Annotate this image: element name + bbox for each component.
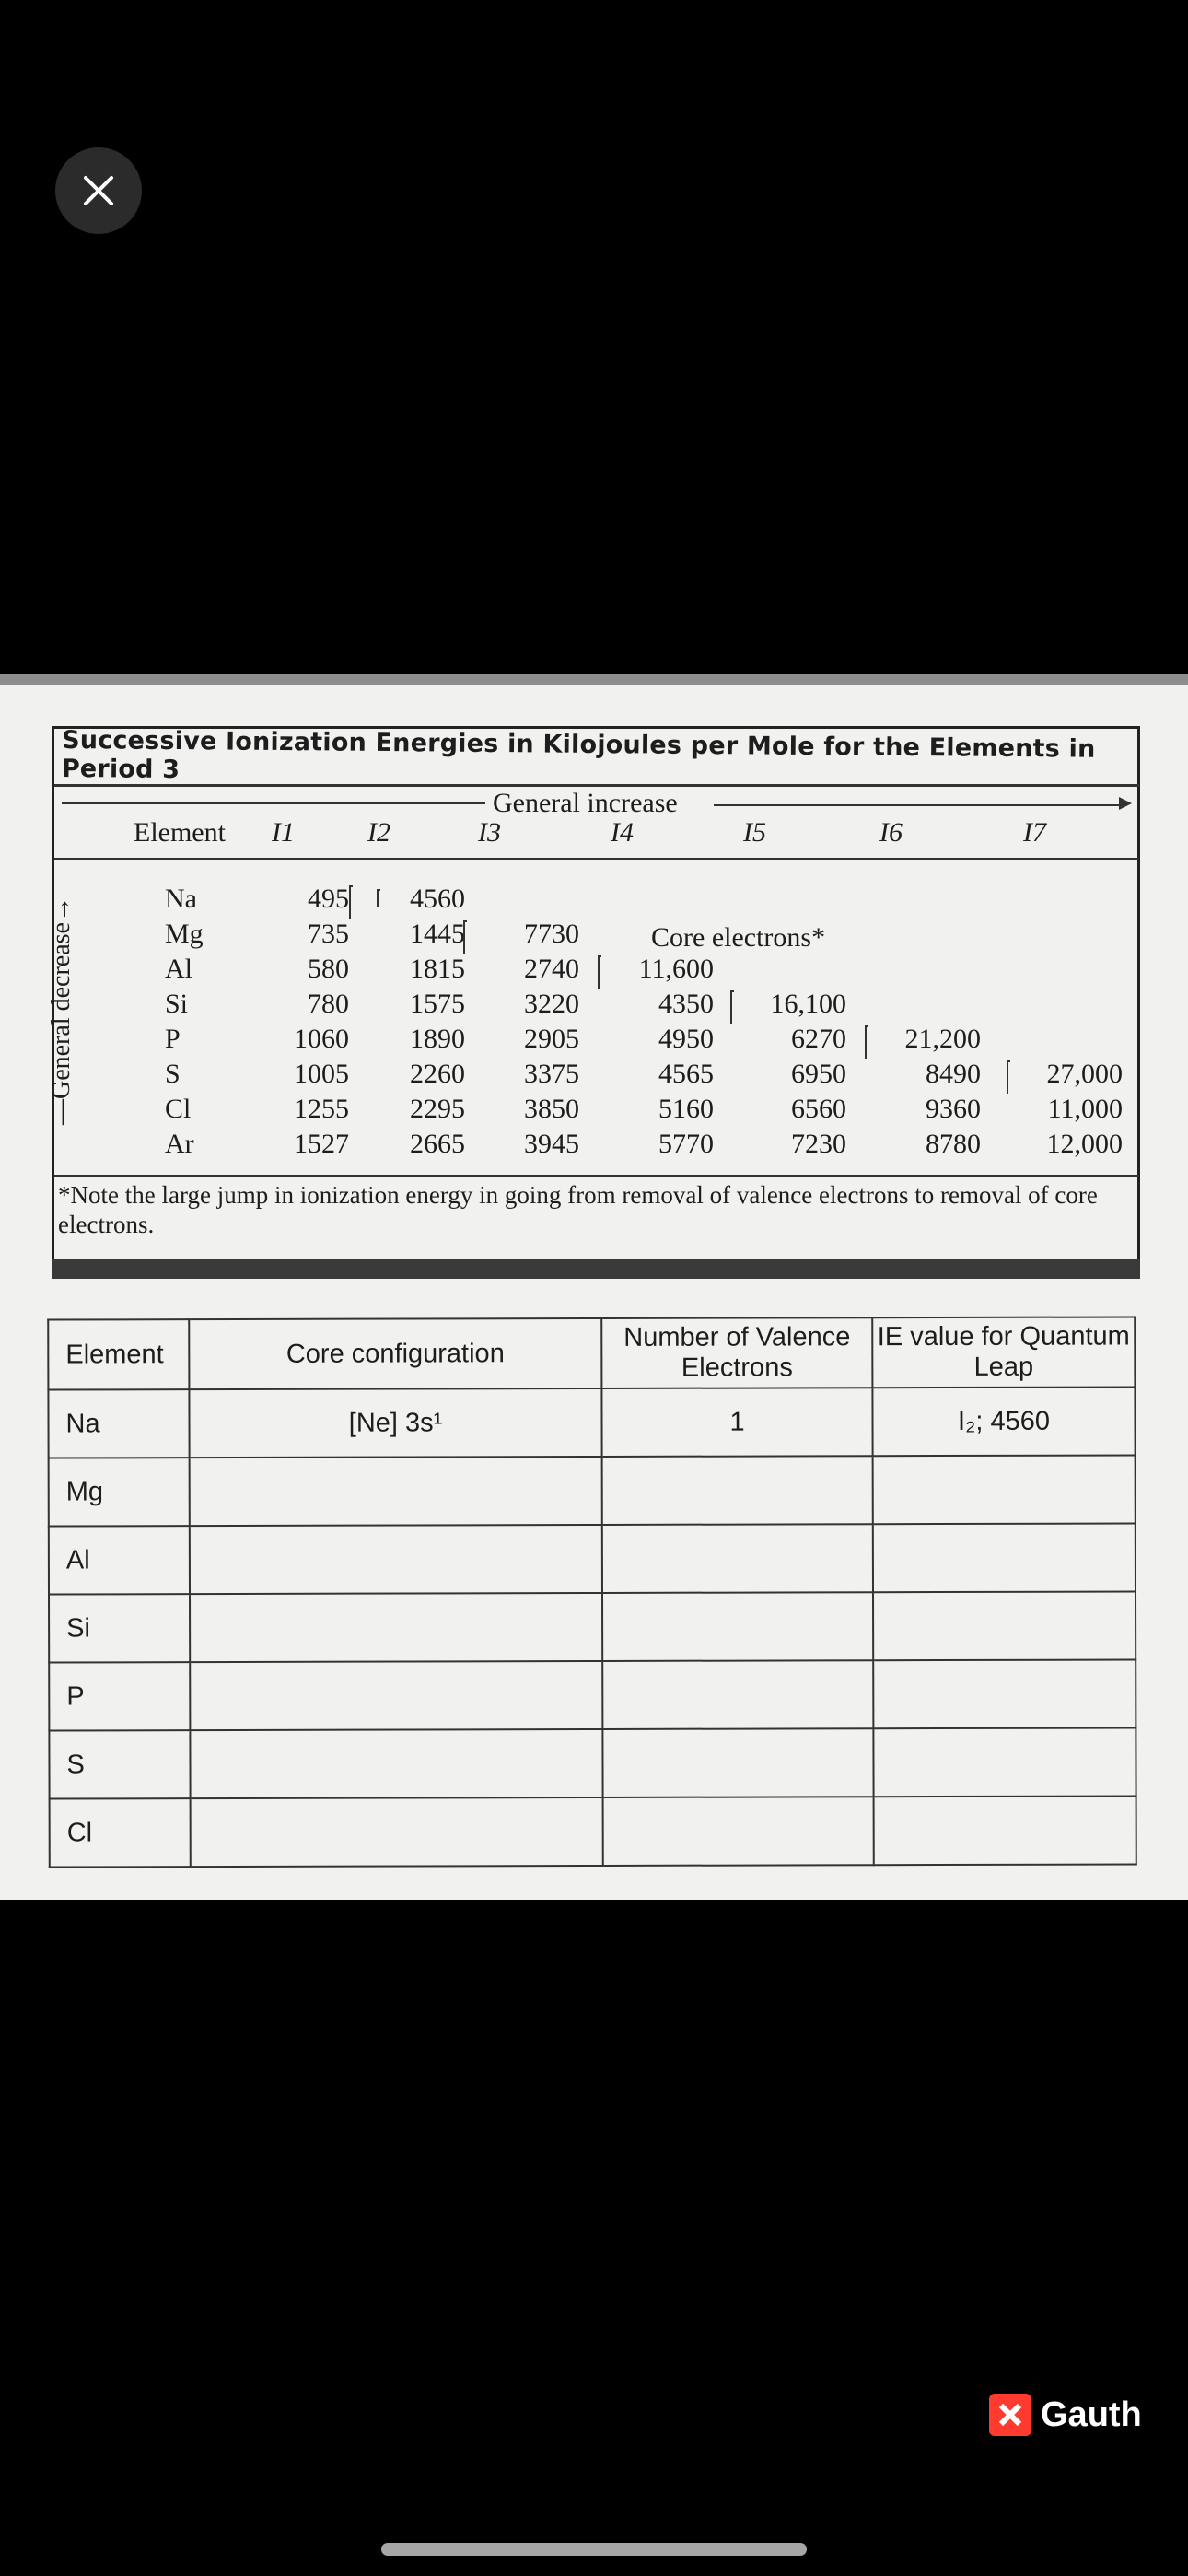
increase-line-right xyxy=(714,804,1123,806)
cell-valence-electrons[interactable] xyxy=(602,1660,873,1729)
ie-value-p-i3: 2905 xyxy=(524,1024,579,1054)
title-rule xyxy=(54,784,1139,787)
cell-element: P xyxy=(49,1662,190,1730)
ie-value-si-i2: 1575 xyxy=(410,989,465,1019)
row-element-s: S xyxy=(165,1059,181,1089)
cell-ie-value[interactable] xyxy=(873,1659,1136,1728)
row-element-mg: Mg xyxy=(165,919,204,949)
ie-value-s-i5: 6950 xyxy=(791,1059,846,1089)
cell-ie-value[interactable]: I₂; 4560 xyxy=(872,1387,1135,1456)
worksheet-row xyxy=(49,1591,1136,1662)
ie-value-ar-i5: 7230 xyxy=(791,1129,846,1159)
header-core-configuration: Core configuration xyxy=(189,1318,601,1389)
ie-value-cl-i1: 1255 xyxy=(294,1094,349,1124)
footnote: *Note the large jump in ionization energy in going from removal of valence electrons to removal of core electrons. xyxy=(58,1181,1098,1238)
ie-value-s-i3: 3375 xyxy=(524,1059,579,1089)
ie-value-s-i2: 2260 xyxy=(410,1059,465,1089)
panel-bottom-bar xyxy=(52,1259,1140,1279)
increase-line-left xyxy=(62,802,485,804)
core-electrons-label: Core electrons* xyxy=(651,922,826,953)
ie-value-ar-i7: 12,000 xyxy=(1046,1129,1123,1159)
ie-value-al-i2: 1815 xyxy=(410,954,465,984)
header-ie-value: IE value for Quantum Leap xyxy=(872,1317,1135,1388)
column-header-element: Element xyxy=(134,817,226,848)
ie-value-al-i1: 580 xyxy=(308,954,349,984)
gauth-logo xyxy=(989,2394,1142,2436)
core-boundary-marker xyxy=(598,955,601,989)
ionization-table xyxy=(47,725,1140,1270)
header-rule xyxy=(54,858,1139,860)
close-button[interactable] xyxy=(55,147,142,234)
ie-value-si-i3: 3220 xyxy=(524,989,579,1019)
worksheet-row xyxy=(49,1455,1136,1526)
cell-ie-value[interactable] xyxy=(873,1455,1136,1524)
ie-value-cl-i3: 3850 xyxy=(524,1094,579,1124)
cell-element: Cl xyxy=(50,1798,191,1867)
column-header-i4 xyxy=(611,817,634,849)
ie-value-si-i1: 780 xyxy=(308,989,349,1019)
column-header-i2 xyxy=(367,817,390,849)
ie-value-ar-i6: 8780 xyxy=(926,1129,981,1159)
row-element-p: P xyxy=(165,1024,181,1054)
ie-value-ar-i3: 3945 xyxy=(524,1129,579,1159)
ie-value-ar-i4: 5770 xyxy=(658,1129,714,1159)
cell-valence-electrons[interactable] xyxy=(602,1728,873,1797)
core-boundary-marker xyxy=(1007,1060,1010,1094)
worksheet-row xyxy=(49,1523,1136,1594)
ie-value-na-i2: 4560 xyxy=(410,884,465,914)
cell-ie-value[interactable] xyxy=(873,1523,1136,1592)
ie-value-s-i7: 27,000 xyxy=(1046,1059,1123,1089)
cell-core-configuration[interactable]: [Ne] 3s¹ xyxy=(189,1388,601,1458)
core-boundary-marker xyxy=(349,885,353,919)
ie-value-cl-i7: 11,000 xyxy=(1047,1094,1123,1124)
photo-edge xyxy=(0,674,1188,685)
column-header-i6 xyxy=(879,817,903,849)
worksheet-row xyxy=(50,1796,1136,1867)
ie-value-p-i4: 4950 xyxy=(658,1024,714,1054)
cell-ie-value[interactable] xyxy=(874,1796,1136,1865)
ie-value-cl-i2: 2295 xyxy=(410,1094,465,1124)
column-header-i7-label: I7 xyxy=(1023,817,1046,848)
gauth-logo-icon xyxy=(989,2394,1031,2436)
column-header-i7 xyxy=(1023,817,1046,849)
column-header-i6-label: I6 xyxy=(879,817,903,848)
ie-value-s-i6: 8490 xyxy=(926,1059,981,1089)
cell-element: Si xyxy=(49,1594,190,1662)
ie-value-cl-i5: 6560 xyxy=(791,1094,846,1124)
row-element-si: Si xyxy=(165,989,189,1019)
column-header-i4-label: I4 xyxy=(611,817,634,848)
ie-value-mg-i3: 7730 xyxy=(524,919,579,949)
ie-value-ar-i1: 1527 xyxy=(294,1129,349,1159)
core-boundary-marker xyxy=(730,990,734,1024)
cell-valence-electrons[interactable]: 1 xyxy=(601,1388,872,1457)
column-header-i1 xyxy=(272,817,295,849)
cell-element: S xyxy=(49,1730,190,1798)
header-element: Element xyxy=(48,1319,189,1389)
ie-value-si-i4: 4350 xyxy=(658,989,714,1019)
home-indicator[interactable] xyxy=(381,2543,807,2556)
bottom-rule xyxy=(54,1175,1139,1177)
close-icon xyxy=(82,174,115,207)
ie-value-cl-i4: 5160 xyxy=(658,1094,714,1124)
cell-core-configuration[interactable] xyxy=(190,1729,602,1798)
ie-value-si-i5: 16,100 xyxy=(770,989,846,1019)
ie-value-p-i2: 1890 xyxy=(410,1024,465,1054)
cell-ie-value[interactable] xyxy=(873,1591,1136,1660)
cell-core-configuration[interactable] xyxy=(190,1457,602,1526)
cell-ie-value[interactable] xyxy=(873,1727,1136,1797)
ie-value-mg-i2: 1445 xyxy=(410,919,465,949)
worksheet-row xyxy=(49,1659,1136,1730)
gauth-logo-text: Gauth xyxy=(1041,2395,1142,2434)
ie-value-p-i6: 21,200 xyxy=(904,1024,981,1054)
ie-value-ar-i2: 2665 xyxy=(410,1129,465,1159)
cell-core-configuration[interactable] xyxy=(190,1661,602,1730)
general-decrease-label: —General decrease→ xyxy=(47,896,76,1125)
cell-valence-electrons[interactable] xyxy=(602,1592,873,1661)
column-header-i5 xyxy=(743,817,766,849)
core-boundary-marker xyxy=(865,1025,868,1059)
column-header-i1-label: I1 xyxy=(272,817,295,848)
ie-value-s-i1: 1005 xyxy=(294,1059,349,1089)
arrow-right-icon xyxy=(1119,797,1132,810)
core-boundary-marker xyxy=(463,920,467,954)
cell-valence-electrons[interactable] xyxy=(603,1797,874,1866)
ie-value-p-i5: 6270 xyxy=(791,1024,846,1054)
cell-element: Mg xyxy=(49,1458,190,1526)
column-header-i3 xyxy=(478,817,501,849)
ie-value-al-i4: 11,600 xyxy=(638,954,714,984)
table-title: Successive Ionization Energies in Kilojoules per Mole for the Elements in Period 3 xyxy=(61,725,1096,785)
worksheet-table xyxy=(47,1316,1137,1868)
cell-valence-electrons[interactable] xyxy=(602,1456,873,1525)
column-header-i5-label: I5 xyxy=(743,817,766,848)
cell-core-configuration[interactable] xyxy=(191,1797,603,1867)
cell-core-configuration[interactable] xyxy=(190,1525,602,1594)
cell-valence-electrons[interactable] xyxy=(602,1524,873,1593)
ie-value-al-i3: 2740 xyxy=(524,954,579,984)
cell-element: Al xyxy=(49,1526,190,1594)
ie-value-mg-i1: 735 xyxy=(308,919,349,949)
ie-value-s-i4: 4565 xyxy=(658,1059,714,1089)
header-valence-electrons: Number of Valence Electrons xyxy=(601,1317,872,1388)
cell-element: Na xyxy=(48,1389,189,1458)
worksheet-row xyxy=(49,1727,1136,1798)
row-element-al: Al xyxy=(165,954,192,984)
worksheet-row xyxy=(48,1387,1135,1458)
ie-value-cl-i6: 9360 xyxy=(926,1094,981,1124)
column-header-i3-label: I3 xyxy=(478,817,501,848)
ie-value-p-i1: 1060 xyxy=(294,1024,349,1054)
general-increase-label: General increase xyxy=(493,788,678,818)
row-element-cl: Cl xyxy=(165,1094,192,1124)
core-boundary xyxy=(377,889,380,907)
row-element-na: Na xyxy=(165,884,197,914)
row-element-ar: Ar xyxy=(165,1129,194,1159)
cell-core-configuration[interactable] xyxy=(190,1593,602,1662)
ie-value-na-i1: 495 xyxy=(308,884,349,914)
column-header-i2-label: I2 xyxy=(367,817,390,848)
worksheet-header-row xyxy=(48,1317,1135,1389)
